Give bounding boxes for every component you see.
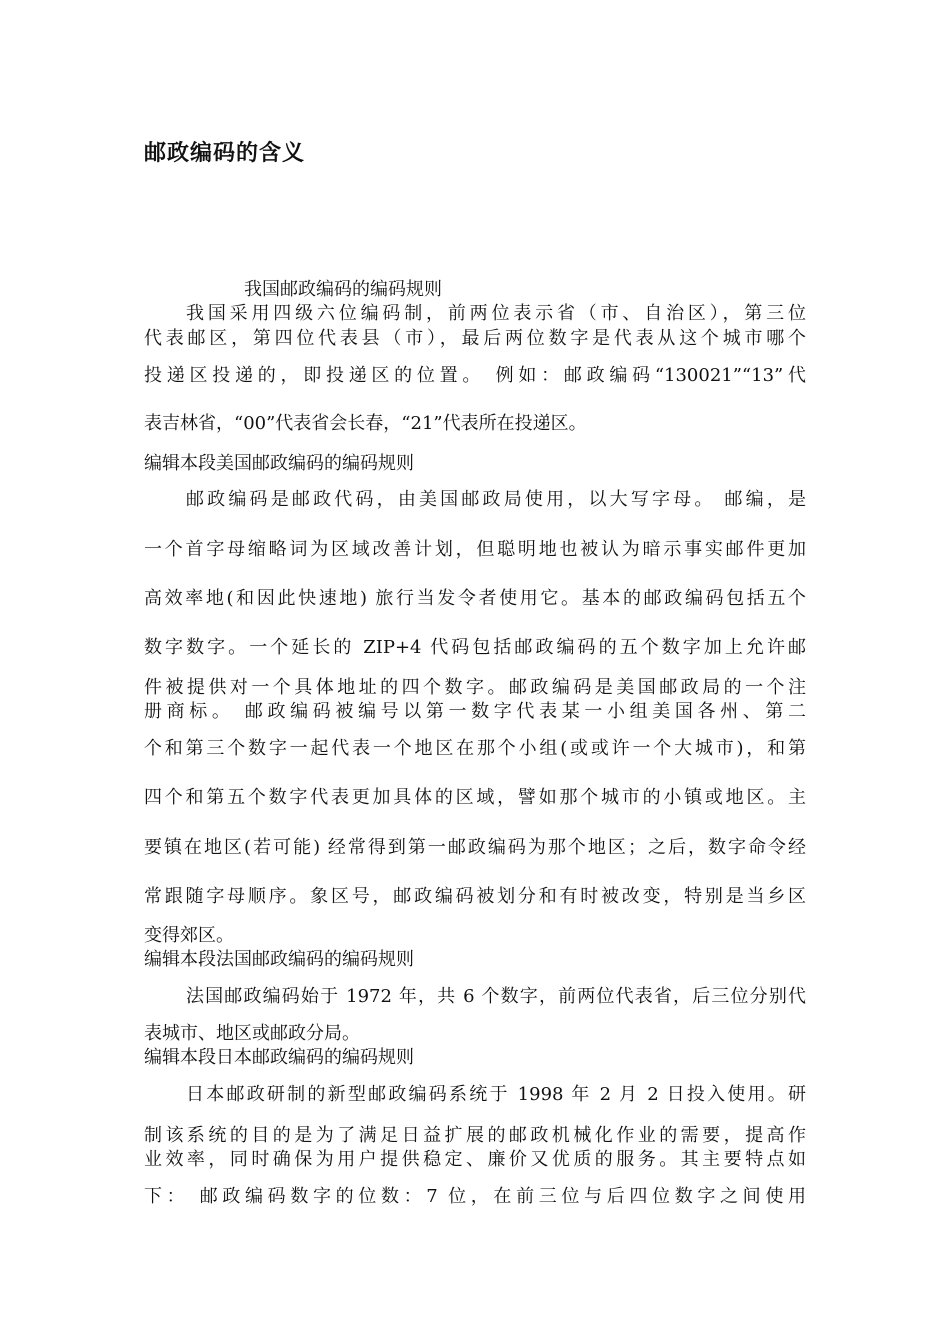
paragraph-line: 要镇在地区(若可能) 经常得到第一邮政编码为那个地区；之后，数字命令经 <box>144 837 806 858</box>
paragraph-line: 四个和第五个数字代表更加具体的区域，譬如那个城市的小镇或地区。主 <box>144 787 806 808</box>
paragraph-line: 个和第三个数字一起代表一个地区在那个小组(或或许一个大城市)，和第 <box>144 738 806 759</box>
paragraph-line: 我国采用四级六位编码制，前两位表示省（市、自治区），第三位 <box>186 303 806 324</box>
section-heading-china: 我国邮政编码的编码规则 <box>244 279 442 300</box>
paragraph-line: 下： 邮政编码数字的位数：7 位，在前三位与后四位数字之间使用 <box>144 1186 806 1207</box>
paragraph-line: 投递区投递的，即投递区的位置。 例如：邮政编码“130021”“13”代 <box>144 365 806 386</box>
paragraph-line: 册商标。 邮政编码被编号以第一数字代表某一小组美国各州、第二 <box>144 701 806 722</box>
document-title: 邮政编码的含义 <box>144 141 306 166</box>
paragraph-line: 数字数字。一个延长的 ZIP+4 代码包括邮政编码的五个数字加上允许邮 <box>144 637 806 658</box>
paragraph-line: 代表邮区，第四位代表县（市），最后两位数字是代表从这个城市哪个 <box>144 328 806 349</box>
section-heading-usa: 编辑本段美国邮政编码的编码规则 <box>144 453 414 474</box>
paragraph-line: 件被提供对一个具体地址的四个数字。邮政编码是美国邮政局的一个注 <box>144 677 806 698</box>
paragraph-line: 表城市、地区或邮政分局。 <box>144 1023 360 1044</box>
paragraph-line: 常跟随字母顺序。象区号，邮政编码被划分和有时被改变，特别是当乡区 <box>144 886 806 907</box>
paragraph-line: 邮政编码是邮政代码，由美国邮政局使用，以大写字母。 邮编，是 <box>186 489 806 510</box>
paragraph-line: 制该系统的目的是为了满足日益扩展的邮政机械化作业的需要，提高作 <box>144 1125 806 1146</box>
paragraph-line: 表吉林省，“00”代表省会长春，“21”代表所在投递区。 <box>144 413 587 434</box>
paragraph-line: 日本邮政研制的新型邮政编码系统于 1998 年 2 月 2 日投入使用。研 <box>186 1084 806 1105</box>
section-heading-france: 编辑本段法国邮政编码的编码规则 <box>144 949 414 970</box>
paragraph-line: 业效率，同时确保为用户提供稳定、廉价又优质的服务。其主要特点如 <box>144 1149 806 1170</box>
paragraph-line: 法国邮政编码始于 1972 年，共 6 个数字，前两位代表省，后三位分别代 <box>186 986 806 1007</box>
paragraph-line: 变得郊区。 <box>144 925 234 946</box>
paragraph-line: 一个首字母缩略词为区域改善计划，但聪明地也被认为暗示事实邮件更加 <box>144 539 806 560</box>
section-heading-japan: 编辑本段日本邮政编码的编码规则 <box>144 1047 414 1068</box>
paragraph-line: 高效率地(和因此快速地) 旅行当发令者使用它。基本的邮政编码包括五个 <box>144 588 806 609</box>
